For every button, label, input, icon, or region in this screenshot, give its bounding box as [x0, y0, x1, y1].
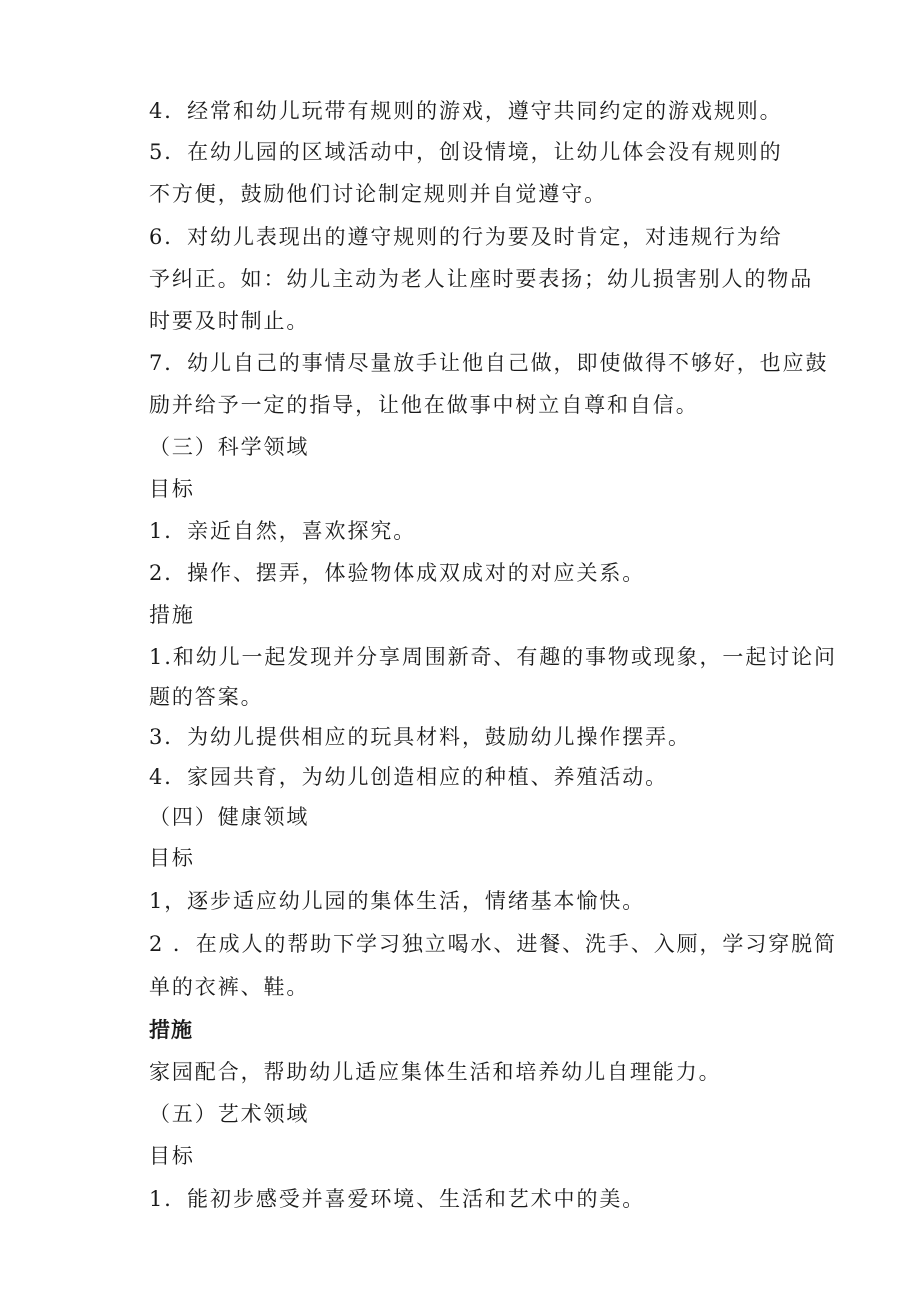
subheading-goals: 目标: [149, 477, 195, 501]
text-line: 4．家园共育，为幼儿创造相应的种植、养殖活动。: [149, 765, 669, 789]
text-line: 2 ．在成人的帮助下学习独立喝水、进餐、洗手、入厕，学习穿脱简: [149, 932, 837, 956]
subheading-goals: 目标: [149, 846, 195, 870]
text-line: 5．在幼儿园的区域活动中，创设情境，让幼儿体会没有规则的: [149, 140, 783, 164]
text-line: 1，逐步适应幼儿园的集体生活，情绪基本愉快。: [149, 889, 646, 913]
text-line: 2．操作、摆弄，体验物体成双成对的对应关系。: [149, 561, 646, 585]
text-line: 时要及时制止。: [149, 309, 310, 333]
text-line: 1.和幼儿一起发现并分享周围新奇、有趣的事物或现象，一起讨论问: [149, 645, 837, 669]
text-line: 励并给予一定的指导，让他在做事中树立自尊和自信。: [149, 393, 699, 417]
section-heading: （四）健康领域: [149, 805, 310, 829]
subheading-measures: 措施: [149, 603, 195, 627]
text-line: 予纠正。如：幼儿主动为老人让座时要表扬；幼儿损害别人的物品: [149, 267, 814, 291]
text-line: 不方便，鼓励他们讨论制定规则并自觉遵守。: [149, 182, 607, 206]
text-line: 1．亲近自然，喜欢探究。: [149, 519, 417, 543]
section-heading: （五）艺术领域: [149, 1102, 310, 1126]
text-line: 4．经常和幼儿玩带有规则的游戏，遵守共同约定的游戏规则。: [149, 99, 783, 123]
text-line: 3．为幼儿提供相应的玩具材料，鼓励幼儿操作摆弄。: [149, 725, 691, 749]
text-line: 6．对幼儿表现出的遵守规则的行为要及时肯定，对违规行为给: [149, 225, 783, 249]
subheading-measures: 措施: [149, 1018, 193, 1042]
text-line: 7．幼儿自己的事情尽量放手让他自己做，即使做得不够好，也应鼓: [149, 351, 829, 375]
section-heading: （三）科学领域: [149, 435, 310, 459]
text-line: 单的衣裤、鞋。: [149, 975, 310, 999]
text-line: 题的答案。: [149, 685, 264, 709]
text-line: 家园配合，帮助幼儿适应集体生活和培养幼儿自理能力。: [149, 1060, 722, 1084]
text-line: 1．能初步感受并喜爱环境、生活和艺术中的美。: [149, 1187, 646, 1211]
subheading-goals: 目标: [149, 1144, 195, 1168]
